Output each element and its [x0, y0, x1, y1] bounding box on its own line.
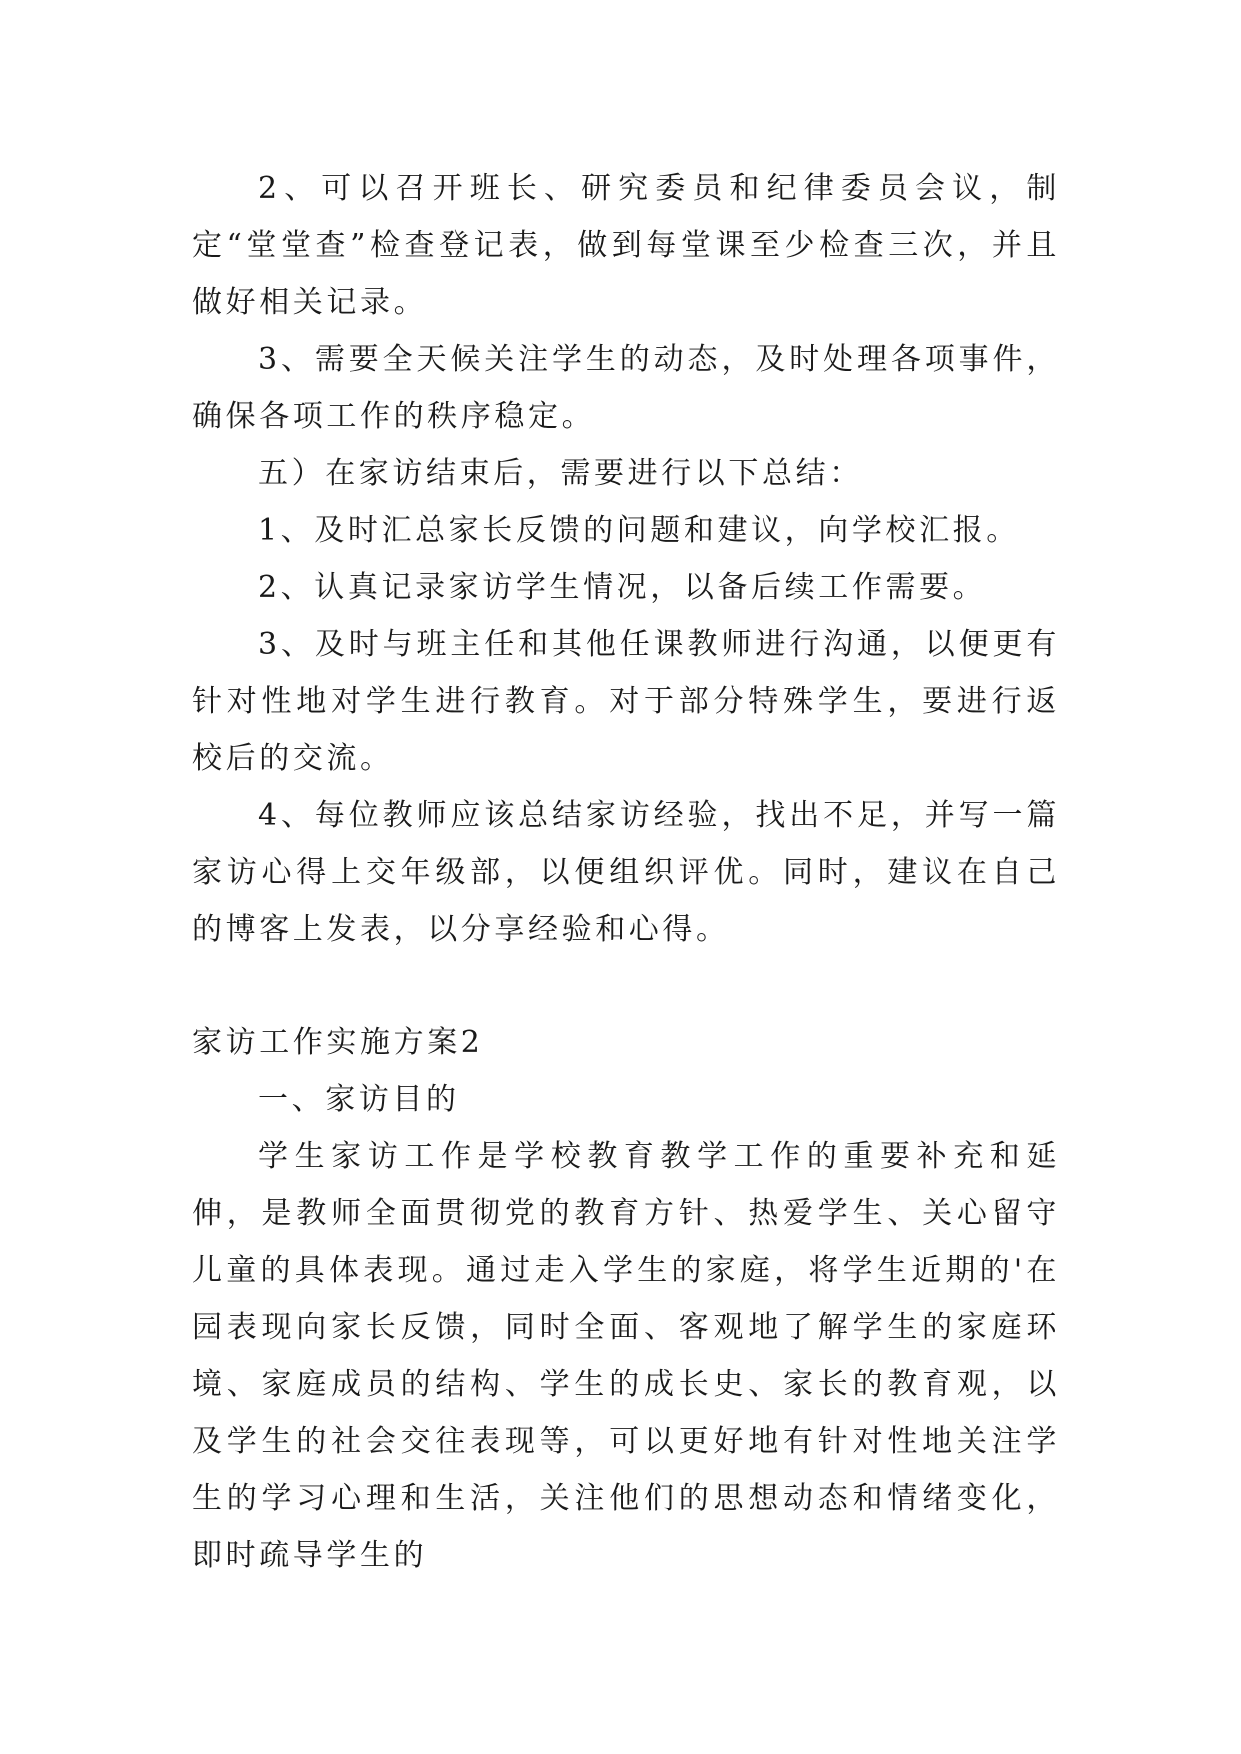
section-body-paragraph: 学生家访工作是学校教育教学工作的重要补充和延伸，是教师全面贯彻党的教育方针、热爱学生、关心留守儿童的具体表现。通过走入学生的家庭，将学生近期的'在园表现向家长反馈，同时全面、客观地了解学生的家庭环境、家庭成员的结构、学生的成长史、家长的教育观，以及学生的社会交往表现等，可以更好地有针对性地关注学生的学习心理和生活，关注他们的思想动态和情绪变化，即时疏导学生的	[192, 1139, 1060, 1573]
paragraph-summary-item-3: 3、及时与班主任和其他任课教师进行沟通，以便更有针对性地对学生进行教育。对于部分特殊学生，要进行返校后的交流。	[192, 627, 1060, 776]
paragraph-summary-item-4: 4、每位教师应该总结家访经验，找出不足，并写一篇家访心得上交年级部，以便组织评优。同时，建议在自己的博客上发表，以分享经验和心得。	[192, 798, 1060, 947]
paragraph-heading-five-summary: 五）在家访结束后，需要进行以下总结：	[258, 456, 863, 491]
document-body	[192, 160, 1060, 1584]
section-spacer	[192, 958, 1060, 1014]
paragraph-item-2-meeting: 2、可以召开班长、研究委员和纪律委员会议，制定“堂堂查”检查登记表，做到每堂课至少检查三次，并且做好相关记录。	[192, 171, 1060, 320]
paragraph-summary-item-2: 2、认真记录家访学生情况，以备后续工作需要。	[258, 570, 987, 605]
section-subheading-purpose: 一、家访目的	[258, 1082, 460, 1117]
section-title: 家访工作实施方案2	[192, 1025, 484, 1060]
paragraph-item-3-monitoring: 3、需要全天候关注学生的动态，及时处理各项事件，确保各项工作的秩序稳定。	[192, 342, 1060, 434]
paragraph-summary-item-1: 1、及时汇总家长反馈的问题和建议，向学校汇报。	[258, 513, 1020, 548]
